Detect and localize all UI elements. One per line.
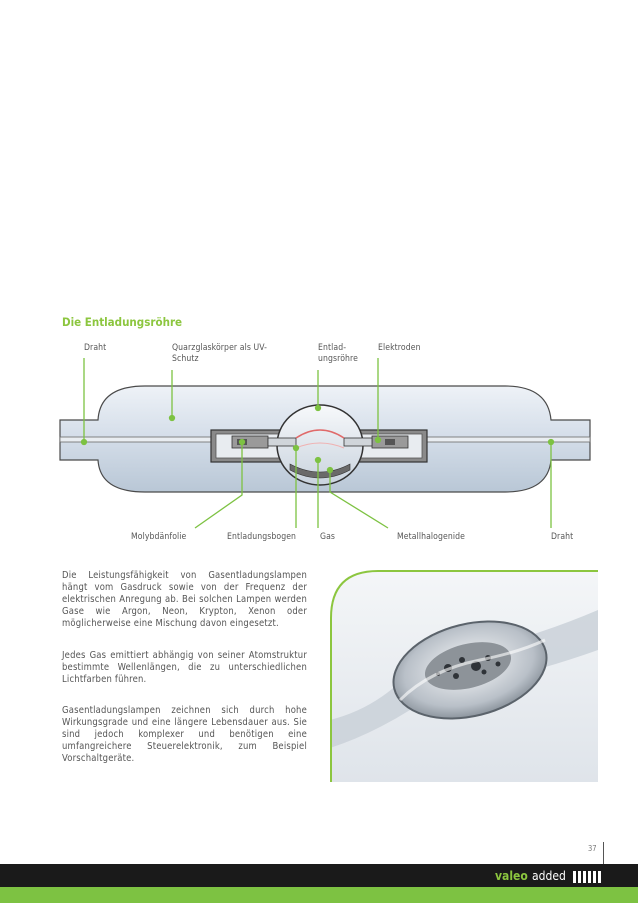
label-quarzglas-line2: Schutz: [172, 354, 199, 364]
label-gas: Gas: [320, 532, 336, 542]
footer-accent-bar: [0, 887, 638, 903]
label-metallhalogenide: Metallhalogenide: [397, 532, 465, 542]
label-entlad-line1: Entlad-: [318, 343, 347, 353]
brand-name: valeo: [495, 869, 528, 883]
brand-suffix: added: [532, 869, 566, 883]
page-number: 37: [588, 844, 597, 853]
electrode-right: [344, 438, 372, 446]
lamp-photo: [330, 570, 598, 782]
label-elektroden: Elektroden: [378, 343, 421, 353]
lamp-diagram: [0, 330, 638, 540]
label-draht-bottom: Draht: [551, 532, 574, 542]
page-divider: [603, 842, 604, 864]
label-draht-top: Draht: [84, 343, 107, 353]
paragraph-1: Die Leistungsfähigkeit von Gasentladungslampen hängt vom Gasdruck sowie von der Frequenz der elektrischen Anregung ab. Bei solchen Lampen werden Gase wie Argon, Neon, Krypton, Xenon oder möglicherweise eine Mischung davon eingesetzt.: [62, 570, 307, 629]
section-title: Die Entladungsröhre: [62, 315, 183, 329]
label-molybdaenfolie: Molybdänfolie: [131, 532, 187, 542]
paragraph-2: Jedes Gas emittiert abhängig von seiner Atomstruktur bestimmte Wellenlängen, die zu unterschiedlichen Lichtfarben führen.: [62, 650, 307, 685]
label-entlad-line2: ungsröhre: [318, 354, 359, 364]
paragraph-3: Gasentladungslampen zeichnen sich durch hohe Wirkungsgrade und eine längere Lebensdauer aus. Sie sind jedoch komplexer und benötigen eine umfangreichere Steuerelektronik, zum Beispiel Vorschaltgeräte.: [62, 705, 307, 764]
brand-bars-icon: [573, 871, 601, 883]
label-quarzglas-line1: Quarzglaskörper als UV-: [172, 343, 268, 353]
electrode-left: [268, 438, 296, 446]
label-entladungsbogen: Entladungsbogen: [227, 532, 297, 542]
